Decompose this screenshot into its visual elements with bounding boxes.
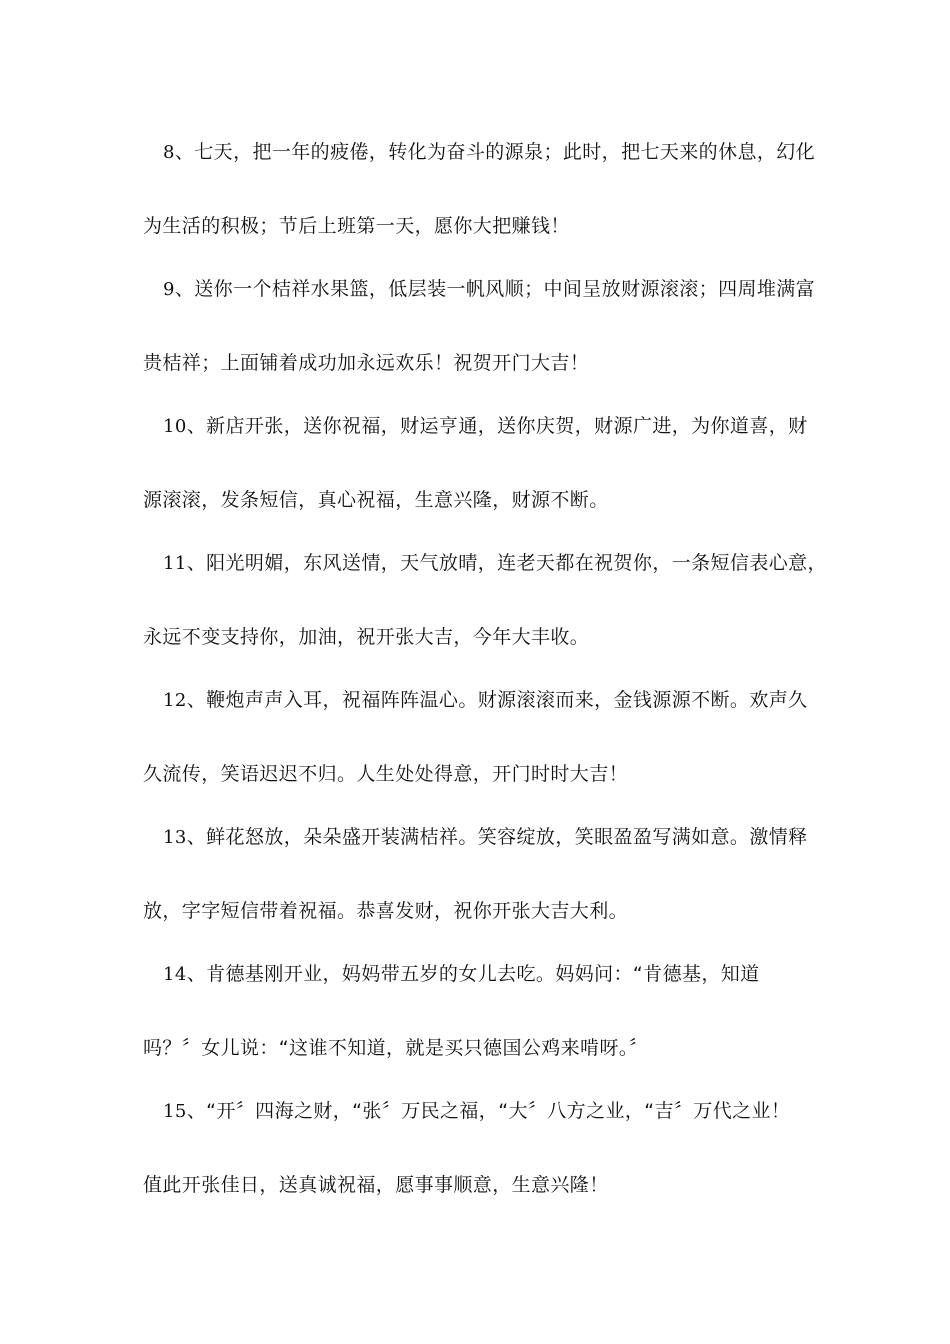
item-12-first-line	[0, 688, 950, 713]
item-number: 11	[163, 553, 187, 574]
item-separator: 、	[186, 552, 207, 574]
item-separator: 、	[186, 689, 207, 711]
item-11-continuation-line: 永远不变支持你，加油，祝开张大吉，今年大丰收。	[143, 626, 590, 648]
item-text: 鲜花怒放，朵朵盛开装满桔祥。笑容绽放，笑眼盈盈写满如意。激情释	[206, 826, 808, 848]
item-10-first-line	[0, 414, 950, 439]
item-text: “开〞四海之财，“张〞万民之福，“大〞八方之业，“吉〞万代之业！	[206, 1100, 791, 1122]
item-text: 肯德基刚开业，妈妈带五岁的女儿去吃。妈妈问：“肯德基，知道	[206, 963, 760, 985]
item-8-first-line	[0, 140, 950, 165]
item-text: 阳光明媚，东风送情，天气放晴，连老天都在祝贺你，一条短信表心意，	[206, 552, 827, 574]
item-10-continuation-line: 源滚滚，发条短信，真心祝福，生意兴隆，财源不断。	[143, 489, 609, 511]
item-text: 七天，把一年的疲倦，转化为奋斗的源泉；此时，把七天来的休息，幻化	[194, 141, 816, 163]
item-number: 10	[163, 416, 187, 437]
item-separator: 、	[186, 963, 207, 985]
item-15-first-line	[0, 1099, 950, 1124]
item-12-continuation-line: 久流传，笑语迟迟不归。人生处处得意，开门时时大吉！	[143, 763, 629, 785]
item-14-first-line	[0, 962, 950, 987]
item-separator: 、	[174, 141, 195, 163]
item-text: 送你一个桔祥水果篮，低层装一帆风顺；中间呈放财源滚滚；四周堆满富	[194, 278, 816, 300]
item-text: 鞭炮声声入耳，祝福阵阵温心。财源滚滚而来，金钱源源不断。欢声久	[206, 689, 808, 711]
item-separator: 、	[186, 1100, 207, 1122]
item-number: 9	[163, 279, 175, 300]
item-number: 15	[163, 1101, 187, 1122]
item-number: 14	[163, 964, 187, 985]
item-number: 13	[163, 827, 187, 848]
item-text: 新店开张，送你祝福，财运亨通，送你庆贺，财源广进，为你道喜，财	[206, 415, 808, 437]
item-9-first-line	[0, 277, 950, 302]
item-13-first-line	[0, 825, 950, 850]
item-separator: 、	[186, 826, 207, 848]
item-13-continuation-line: 放，字字短信带着祝福。恭喜发财，祝你开张大吉大利。	[143, 900, 629, 922]
item-number: 12	[163, 690, 187, 711]
item-number: 8	[163, 142, 175, 163]
item-separator: 、	[186, 415, 207, 437]
item-14-continuation-line: 吗？〞女儿说：“这谁不知道，就是买只德国公鸡来啃呀。〞	[143, 1037, 649, 1059]
item-15-continuation-line: 值此开张佳日，送真诚祝福，愿事事顺意，生意兴隆！	[143, 1174, 609, 1196]
item-separator: 、	[174, 278, 195, 300]
item-11-first-line	[0, 551, 950, 576]
item-8-continuation-line: 为生活的积极；节后上班第一天，愿你大把赚钱！	[143, 215, 570, 237]
item-9-continuation-line: 贵桔祥；上面铺着成功加永远欢乐！祝贺开门大吉！	[143, 352, 590, 374]
